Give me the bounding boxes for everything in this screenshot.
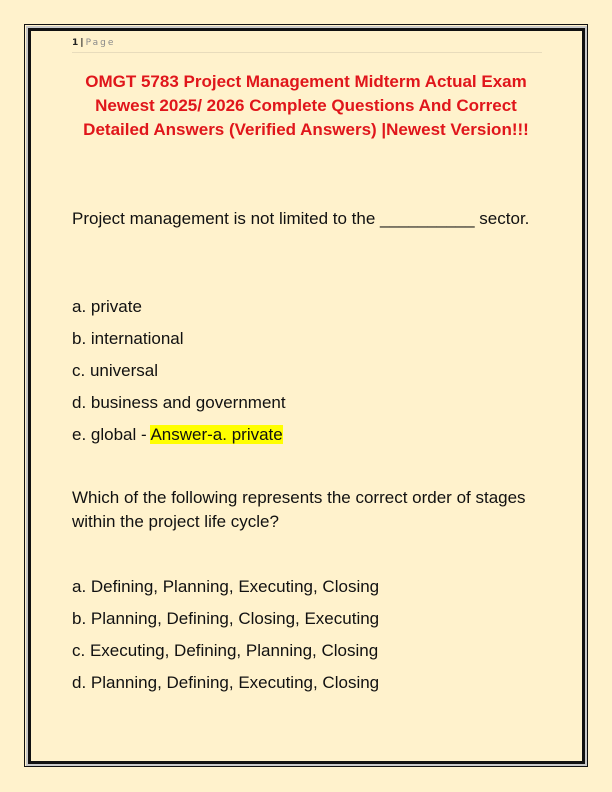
- page-separator: |: [80, 38, 84, 48]
- question-1-answer-highlight: Answer-a. private: [150, 425, 283, 444]
- question-1-option-b: b. international: [72, 329, 184, 348]
- question-2-text: Which of the following represents the correct order of stages within the project life cycle?: [72, 488, 526, 531]
- page-number: 1: [72, 38, 79, 48]
- document-title: OMGT 5783 Project Management Midterm Actual Exam Newest 2025/ 2026 Complete Questions And Correct Detailed Answers (Verified Answers) |Newest Version!!!: [83, 72, 529, 139]
- question-1-option-c: c. universal: [72, 361, 158, 380]
- question-2-option-d: d. Planning, Defining, Executing, Closing: [72, 673, 380, 692]
- question-2-option-c: c. Executing, Defining, Planning, Closing: [72, 641, 379, 660]
- question-2-option-a: a. Defining, Planning, Executing, Closing: [72, 577, 380, 596]
- page-label: Page: [85, 38, 116, 48]
- question-2-option-b: b. Planning, Defining, Closing, Executing: [72, 609, 380, 628]
- page-header: [72, 37, 542, 53]
- question-1-option-e: [72, 423, 283, 447]
- question-1-option-a: a. private: [72, 297, 142, 316]
- question-1-option-d: d. business and government: [72, 393, 286, 412]
- question-1-option-e-text: e. global -: [72, 425, 151, 444]
- question-1-text: Project management is not limited to the __________ sector.: [72, 209, 530, 228]
